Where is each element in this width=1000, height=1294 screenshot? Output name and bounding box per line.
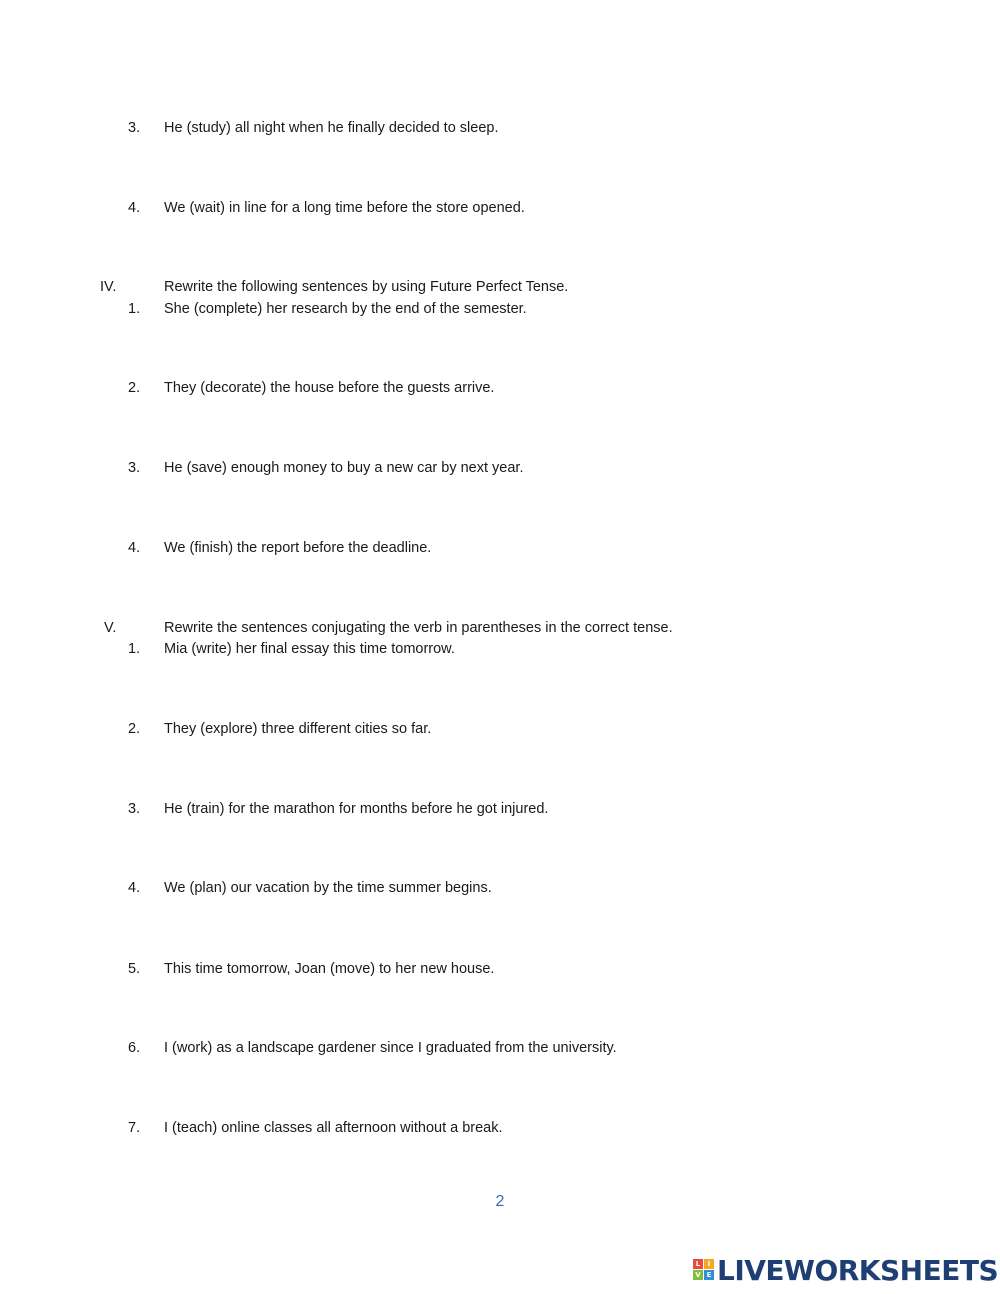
section-instruction: Rewrite the sentences conjugating the verb in parentheses in the correct tense.: [164, 620, 673, 636]
logo-tile: E: [704, 1270, 714, 1280]
section-instruction: Rewrite the following sentences by using Future Perfect Tense.: [164, 279, 569, 295]
item-text: I (teach) online classes all afternoon without a break.: [164, 1120, 503, 1136]
item-number: 2.: [128, 721, 141, 737]
item-number: 6.: [128, 1040, 141, 1056]
item-number: 4.: [128, 200, 141, 216]
item-number: 1.: [128, 301, 141, 317]
logo-tile: I: [704, 1259, 714, 1269]
item-number: 3.: [128, 801, 141, 817]
section-numeral: IV.: [100, 279, 117, 295]
item-text: He (study) all night when he finally decided to sleep.: [164, 120, 499, 136]
item-text: She (complete) her research by the end of the semester.: [164, 301, 527, 317]
item-number: 2.: [128, 380, 141, 396]
page-number: 2: [495, 1193, 505, 1210]
liveworksheets-logo: [693, 1255, 998, 1285]
item-text: They (explore) three different cities so far.: [164, 721, 432, 737]
item-number: 4.: [128, 540, 141, 556]
logo-tile: L: [693, 1259, 703, 1269]
item-number: 3.: [128, 460, 141, 476]
item-number: 5.: [128, 961, 141, 977]
item-number: 3.: [128, 120, 141, 136]
item-text: We (wait) in line for a long time before the store opened.: [164, 200, 525, 216]
logo-tile: V: [693, 1270, 703, 1280]
item-text: I (work) as a landscape gardener since I graduated from the university.: [164, 1040, 617, 1056]
liveworksheets-logo-icon: [693, 1259, 715, 1281]
item-text: He (train) for the marathon for months before he got injured.: [164, 801, 549, 817]
brand-name: LIVEWORKSHEETS: [717, 1253, 999, 1287]
section-numeral: V.: [104, 620, 117, 636]
item-text: We (plan) our vacation by the time summer begins.: [164, 880, 492, 896]
item-text: This time tomorrow, Joan (move) to her new house.: [164, 961, 495, 977]
item-text: We (finish) the report before the deadline.: [164, 540, 432, 556]
item-text: Mia (write) her final essay this time tomorrow.: [164, 641, 455, 657]
item-text: They (decorate) the house before the guests arrive.: [164, 380, 495, 396]
item-number: 7.: [128, 1120, 141, 1136]
item-text: He (save) enough money to buy a new car by next year.: [164, 460, 524, 476]
item-number: 1.: [128, 641, 141, 657]
item-number: 4.: [128, 880, 141, 896]
